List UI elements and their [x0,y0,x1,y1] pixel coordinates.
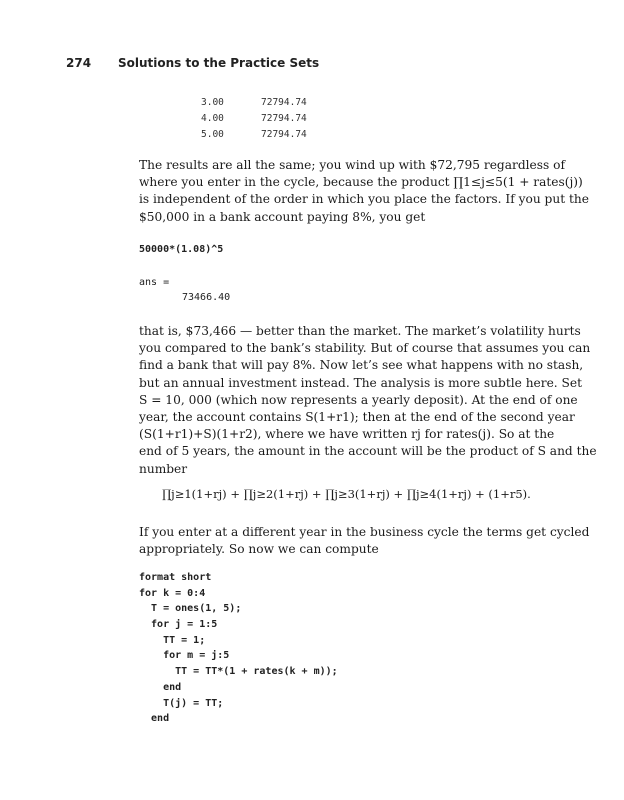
code-line: TT = TT*(1 + rates(k + m)); [139,666,338,678]
code-line: T(j) = TT; [139,697,224,709]
table-cell: 72794.74 [261,97,307,108]
results-table [201,97,307,145]
text-line: number [139,461,188,476]
table-row [201,129,307,145]
text-line: is independent of the order in which you place the factors. If you put the [139,192,589,207]
text-line: where you enter in the cycle, because the product ∏1≤j≤5(1 + rates(j)) [139,175,583,190]
table-row [201,113,307,129]
code-line: TT = 1; [139,634,206,646]
text-line: you compared to the bank’s stability. But of course that assumes you can [139,341,591,356]
code-line: for j = 1:5 [139,619,218,631]
paragraph-1 [139,157,589,226]
code-expression [139,244,223,260]
page-number: 274 [66,56,92,70]
running-title: Solutions to the Practice Sets [118,56,320,70]
table-cell: 5.00 [201,129,224,140]
text-line: If you enter at a different year in the business cycle the terms get cycled [139,525,590,539]
code-line: end [139,681,182,693]
table-cell: 4.00 [201,113,224,124]
text-line: that is, $73,466 — better than the market. The market’s volatility hurts [139,324,581,338]
text-line: appropriately. So now we can compute [139,542,379,557]
formula: ∏j≥1(1+rj) + ∏j≥2(1+rj) + ∏j≥3(1+rj) + ∏j≥4(1+rj) + (1+r5). [162,487,531,501]
text-line: find a bank that will pay 8%. Now let’s see what happens with no stash, [139,358,584,373]
text-line: S = 10, 000 (which now represents a yearly deposit). At the end of one [139,392,578,407]
paragraph-2 [139,323,597,478]
text-line: $50,000 in a bank account paying 8%, you get [139,209,426,224]
text-line: end of 5 years, the amount in the account will be the product of S and the [139,444,597,459]
code-line: format short [139,572,212,583]
code-line: end [139,713,170,725]
answer-label: ans = [139,277,170,288]
text-line: but an annual investment instead. The analysis is more subtle here. Set [139,375,583,390]
code-block [139,572,338,729]
answer-value: 73466.40 [182,292,231,303]
code-line: 50000*(1.08)^5 [139,244,224,255]
table-cell: 72794.74 [261,113,307,124]
paragraph-3 [139,524,590,558]
text-line: (S(1+r1)+S)(1+r2), where we have written rj for rates(j). So at the [139,427,555,442]
code-line: for k = 0:4 [139,587,206,599]
code-line: T = ones(1, 5); [139,603,242,615]
text-line: The results are all the same; you wind up with $72,795 regardless of [139,158,565,172]
text-line: year, the account contains S(1+r1); then at the end of the second year [139,409,575,424]
code-line: for m = j:5 [139,650,230,662]
table-cell: 3.00 [201,97,224,108]
table-cell: 72794.74 [261,129,307,140]
table-row [201,97,307,113]
